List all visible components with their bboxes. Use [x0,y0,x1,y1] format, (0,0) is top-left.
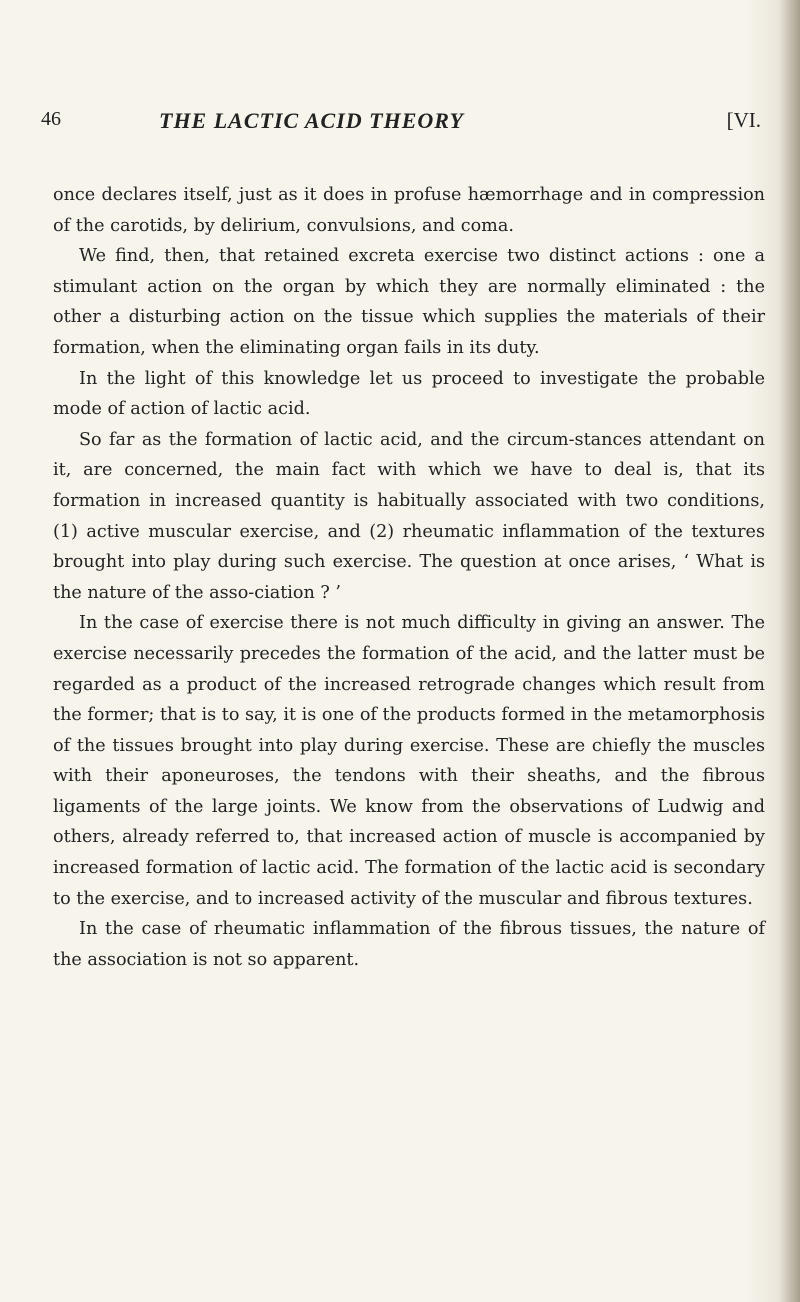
paragraph-1: once declares itself, just as it does in profuse hæmorrhage and in compression of the carotids, by delirium, convulsions, and coma. [53,185,765,236]
page-number: 46 [41,108,61,130]
paragraph-5: In the case of exercise there is not much difficulty in giving an answer. The exercise necessarily precedes the formation of the acid, and the latter must be regarded as a product of the increased retrograde changes which result from the former; that is to say, it is one of the products formed in the metamorphosis of the tissues brought into play during exercise. These are chiefly the muscles with their aponeuroses, the tendons with their sheaths, and the fibrous ligaments of the large joints. We know from the observations of Ludwig and others, already referred to, that increased action of muscle is accompanied by increased formation of lactic acid. The formation of the lactic acid is secondary to the exercise, and to increased activity of the muscular and fibrous textures. [53,613,765,909]
paragraph-6: In the case of rheumatic inflammation of the fibrous tissues, the nature of the association is not so apparent. [53,919,765,970]
running-head: THE LACTIC ACID THEORY [159,108,464,133]
paragraph-3: In the light of this knowledge let us proceed to investigate the probable mode of action of lactic acid. [53,368,765,420]
body-text [53,180,765,975]
page-edge-shadow [780,0,800,1302]
paragraph-4: So far as the formation of lactic acid, and the circum-stances attendant on it, are concerned, the main fact with which we have to deal is, that its formation in increased quantity is habitually associated with two conditions, (1) active muscular exercise, and (2) rheumatic inflammation of the textures brought into play during such exercise. The question at once arises, ‘ What is the nature of the asso-ciation ? ’ [53,429,765,603]
section-mark: [VI. [726,108,761,132]
paragraph-2: We find, then, that retained excreta exercise two distinct actions : one a stimulant action on the organ by which they are normally eliminated : the other a disturbing action on the tissue which supplies the materials of their formation, when the eliminating organ fails in its duty. [53,246,765,358]
page-header [41,108,761,148]
